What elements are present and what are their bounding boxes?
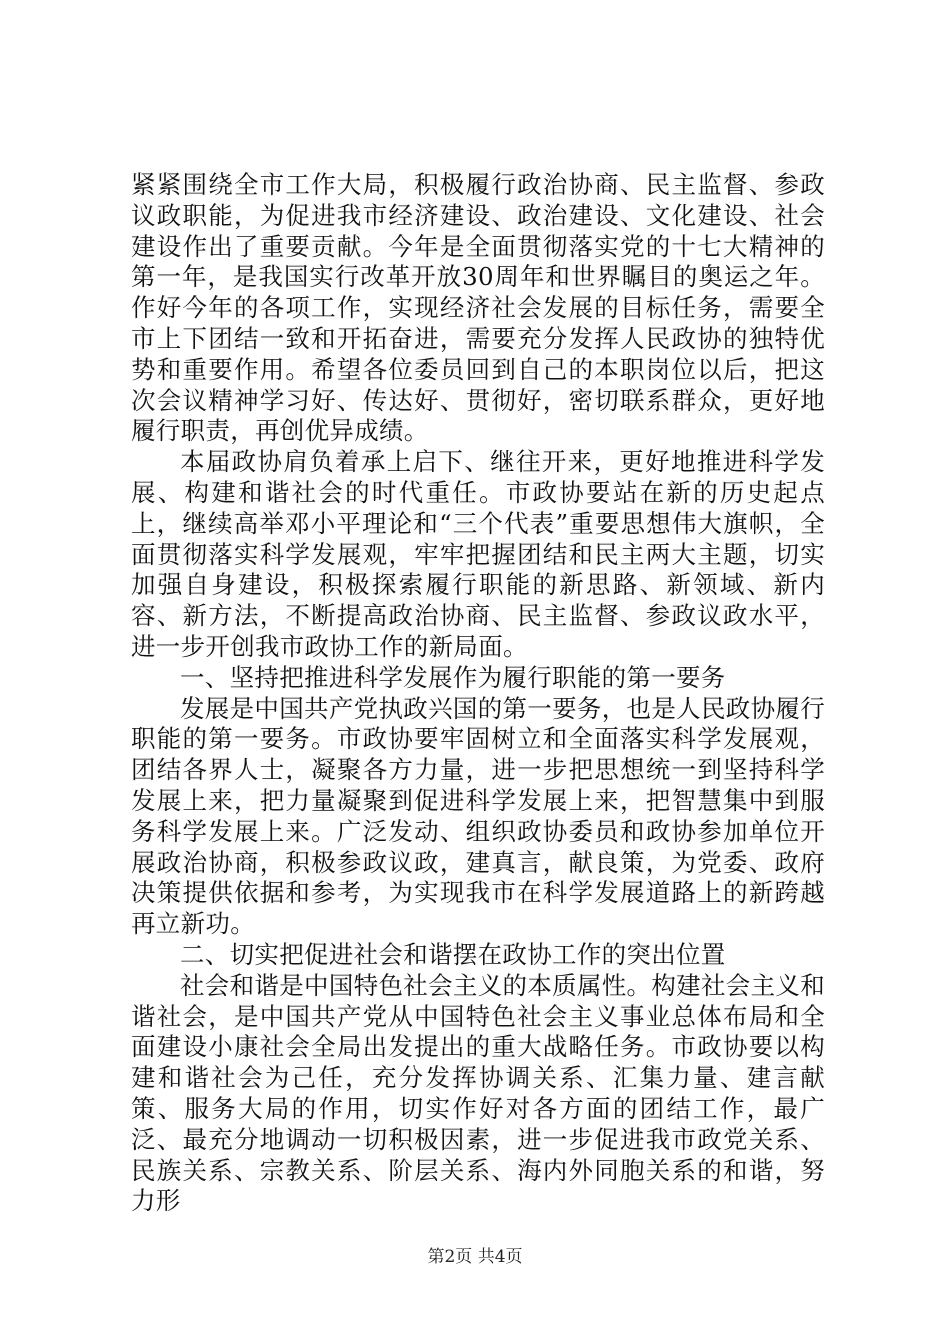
paragraph-body: 社会和谐是中国特色社会主义的本质属性。构建社会主义和谐社会，是中国共产党从中国特色社会主义事业总体布局和全面建设小康社会全局出发提出的重大战略任务。市政协要以构建和谐社会为己任，充分发挥协调关系、汇集力量、建言献策、服务大局的作用，切实作好对各方面的团结工作，最广泛、最充分地调动一切积极因素，进一步促进我市政党关系、民族关系、宗教关系、阶层关系、海内外同胞关系的和谐，努力形 <box>131 970 825 1216</box>
page-number-label: 第2页 共4页 <box>427 1247 523 1267</box>
page-footer <box>0 1246 950 1268</box>
section-heading: 二、切实把促进社会和谐摆在政协工作的突出位置 <box>180 939 726 969</box>
section-heading: 一、坚持把推进科学发展作为履行职能的第一要务 <box>180 662 726 692</box>
paragraph-continuation: 紧紧围绕全市工作大局，积极履行政治协商、民主监督、参政议政职能，为促进我市经济建设、政治建设、文化建设、社会建设作出了重要贡献。今年是全面贯彻落实党的十七大精神的第一年，是我国实行改革开放30周年和世界瞩目的奥运之年。作好今年的各项工作，实现经济社会发展的目标任务，需要全市上下团结一致和开拓奋进，需要充分发挥人民政协的独特优势和重要作用。希望各位委员回到自己的本职岗位以后，把这次会议精神学习好、传达好、贯彻好，密切联系群众，更好地履行职责，再创优异成绩。 <box>131 170 825 446</box>
paragraph-body: 发展是中国共产党执政兴国的第一要务，也是人民政协履行职能的第一要务。市政协要牢固树立和全面落实科学发展观，团结各界人士，凝聚各方力量，进一步把思想统一到坚持科学发展上来，把力量凝聚到促进科学发展上来，把智慧集中到服务科学发展上来。广泛发动、组织政协委员和政协参加单位开展政治协商，积极参政议政，建真言，献良策，为党委、政府决策提供依据和参考，为实现我市在科学发展道路上的新跨越再立新功。 <box>131 693 825 939</box>
document-body <box>131 170 825 1217</box>
paragraph-body: 本届政协肩负着承上启下、继往开来，更好地推进科学发展、构建和谐社会的时代重任。市政协要站在新的历史起点上，继续高举邓小平理论和“三个代表”重要思想伟大旗帜，全面贯彻落实科学发展观，牢牢把握团结和民主两大主题，切实加强自身建设，积极探索履行职能的新思路、新领域、新内容、新方法，不断提高政治协商、民主监督、参政议政水平，进一步开创我市政协工作的新局面。 <box>131 447 825 661</box>
